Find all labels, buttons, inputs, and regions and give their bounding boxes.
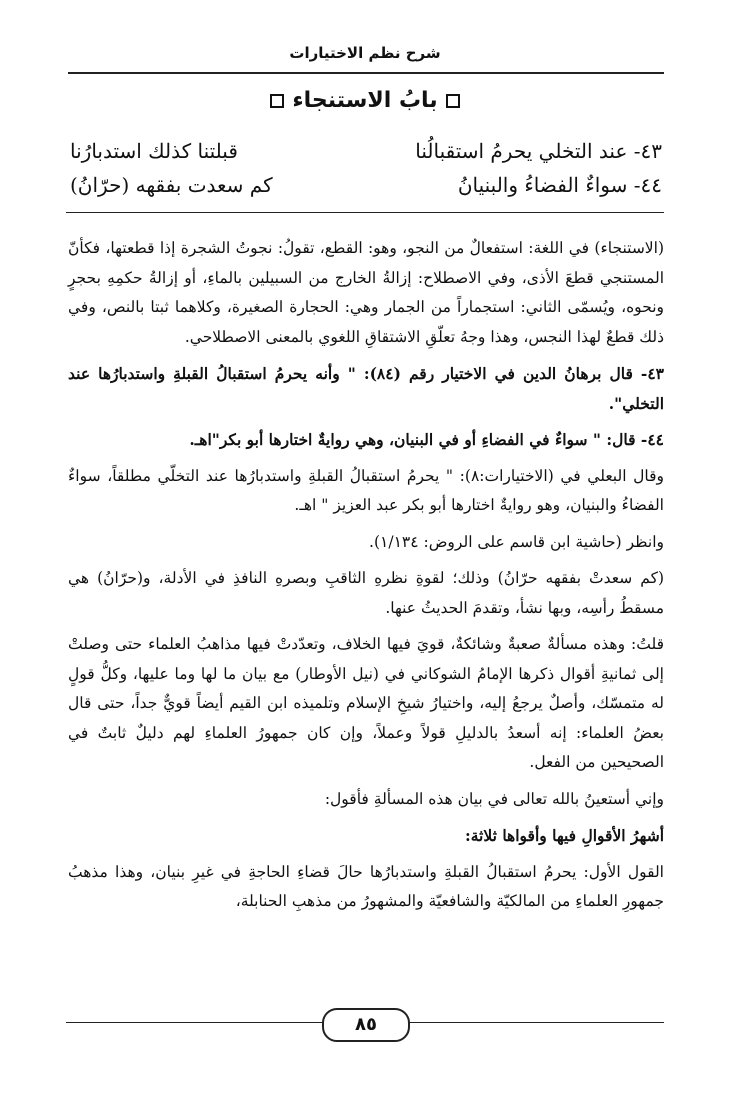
paragraph: ٤٣- قال برهانُ الدين في الاختيار رقم (٨٤): " وأنه يحرمُ استقبالُ القبلةِ واستدبارُها عند التخلي". (68, 364, 665, 413)
chapter-title: بابُ الاستنجاء (292, 88, 438, 113)
paragraph: ٤٤- قال: " سواءٌ في الفضاءِ أو في البنيان، وهي روايةٌ اختارها أبو بكر"اهـ. (189, 430, 664, 449)
verse-hemistich-second: قبلتنا كذلك استدبارُنا (70, 139, 238, 163)
verse-block (70, 134, 662, 202)
running-title: شرح نظم الاختيارات (289, 44, 441, 62)
paragraph: أشهرُ الأقوالِ فيها وأقواها ثلاثة: (465, 826, 664, 845)
verse-line (70, 168, 662, 202)
verse-hemistich-first: ٤٤- سواءٌ الفضاءُ والبنيانُ (457, 173, 662, 197)
square-bullet-icon (270, 94, 284, 108)
body-text (68, 234, 664, 924)
paragraph: قلتُ: وهذه مسألةٌ صعبةٌ وشائكةٌ، قويَ فيها الخلاف، وتعدّدتْ فيها مذاهبُ العلماء حتى وصلتْ إلى ثمانيةِ أقوال ذكرها الإمامُ الشوكاني في (نيل الأوطار) مع بيان ما لها وما عليها، وكلُّ قولٍ له متمسّك، وأصلٌ يرجعُ إليه، واختيارُ شيخِ الإسلام وتلميذه ابن القيم أيضاً قويٌّ جداً، حتى قال بعضُ العلماء: إنه أسعدُ بالدليلِ قولاً وعملاً، وإن كان جمهورُ العلماءِ لهم دليلٌ ثابتٌ في الصحيحين من الفعل. (68, 635, 664, 771)
paragraph: (كم سعدتْ بفقهه حرّانُ) وذلك؛ لقوةِ نظرهِ الثاقبِ وبصرهِ النافذِ في الأدلة، و(حرّانُ) هي مسقطُ رأسِه، وبها نشأ، وتقدمَ الحديثُ عنها. (68, 569, 664, 617)
verse-line (70, 134, 662, 168)
paragraph: وقال البعلي في (الاختيارات:٨): " يحرمُ استقبالُ القبلةِ واستدبارُها عند التخلّي مطلقاً، سواءٌ الفضاءُ والبنيان، وهو روايةٌ اختارها أبو بكر عبد العزيز " اهـ. (68, 466, 665, 514)
paragraph: (الاستنجاء) في اللغة: استفعالٌ من النجو، وهو: القطع، تقولُ: نجوتُ الشجرة إذا قطعتها، فكأنّ المستنجي قطعَ الأذى، وفي الاصطلاح: إزالةُ الخارج من السبيلين بالماءِ، أو إزالةُ حكمِهِ بحجرٍ ونحوه، ويُسمّى الثاني: استجماراً من الجمار وهي: الحجارة الصغيرة، وكلاهما ثبتا بالنص، وفي ذلك قطعٌ لهذا النجس، وهذا وجهُ تعلّقِ الاشتقاقِ اللغوي بالمعنى الاصطلاحي. (68, 239, 664, 346)
chapter-heading (0, 88, 730, 113)
header-rule (68, 72, 664, 74)
paragraph: وانظر (حاشية ابن قاسم على الروض: ١/١٣٤). (369, 532, 664, 551)
verse-hemistich-first: ٤٣- عند التخلي يحرمُ استقبالُنا (415, 139, 662, 163)
verse-hemistich-second: كم سعدت بفقهه (حرّانُ) (70, 173, 273, 197)
paragraph: القول الأول: يحرمُ استقبالُ القبلةِ واستدبارُها حالَ قضاءِ الحاجةِ في غيرِ بنيان، وهذا مذهبُ جمهورِ العلماءِ من المالكيّة والشافعيّة والمشهورُ من مذهبِ الحنابلة، (68, 862, 664, 910)
square-bullet-icon (446, 94, 460, 108)
page-number: ٨٥ (322, 1008, 410, 1042)
paragraph: وإني أستعينُ بالله تعالى في بيان هذه المسألةِ فأقول: (324, 789, 664, 808)
verse-separator-rule (66, 212, 664, 213)
